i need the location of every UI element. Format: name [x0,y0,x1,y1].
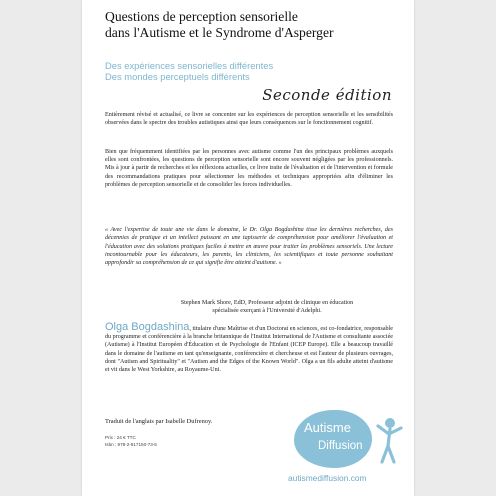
book-back-cover [82,0,414,496]
endorsement-quote: « Avec l'expertise de toute une vie dans le domaine, le Dr. Olga Bogdashina tisse les dernières recherches, des décennies de pratique et un intellect puissant en une tapisserie de compréhension pour améliorer l'évaluation et l'éducation avec des solutions pratiques faciles à mettre en œuvre pour traiter les problèmes sensoriels. Une lecture incontournable pour les éducateurs, les parents, les cliniciens, les scientifiques et toute personne souhaitant approfondir sa compréhension de ce qui signifie être atteint d'autisme. » [105,227,393,267]
title-line-2: dans l'Autisme et le Syndrome d'Asperger [105,25,334,40]
price-label: Prix : 24 € TTC [105,435,136,440]
quote-attribution [142,299,392,315]
logo-word-1: Autisme [304,420,351,435]
title-line-1: Questions de perception sensorielle [105,9,298,24]
book-subtitle [105,60,405,82]
logo-blob-shape [294,410,372,468]
translator-credit: Traduit de l'anglais par Isabelle Dufrenoy. [105,418,213,425]
subtitle-line-2: Des mondes perceptuels différents [105,71,250,82]
description-paragraph-2: Bien que fréquemment identifiées par les personnes avec autisme comme l'un des principaux problèmes auxquels elles sont confrontées, les questions de perception sensorielle sont encore souvent négligées par les professionnels. Mis à jour à partir de recherches et les réflexions actuelles, ce livre traite de l'évaluation et de l'intervention et formule des recommandations pratiques pour sélectionner les méthodes et techniques appropriées afin d'éliminer les problèmes de perception sensorielle et de consolider les forces individuelles. [105,149,393,188]
book-title [105,9,405,41]
author-name: Olga Bogdashina [105,321,190,333]
isbn-label: Isbn : 978-2-917150-73-5 [105,442,157,447]
attribution-line-2: spécialisée exerçant à l'Université d'Adelphi. [212,308,322,315]
subtitle-line-1: Des expériences sensorielles différentes [105,60,274,71]
attribution-line-1: Stephen Mark Shore, EdD, Professeur adjoint de clinique en éducation [180,300,354,306]
author-bio [105,323,393,374]
description-paragraph-1: Entièrement révisé et actualisé, ce livre se concentre sur les expériences de perception sensorielle et les sensibilités observées dans le spectre des troubles autistiques ainsi que leurs conséquences sur le fonctionnement cognitif. [105,112,393,127]
author-bio-text: , titulaire d'une Maîtrise et d'un Doctorat en sciences, est co-fondatrice, responsable du programme et conférencière à la branche britannique de l'Institut International de l'Autisme et consultante associée (Autisme) à l'Institut Européen d'Éducation et de Psychologie de l'Enfant (ICEP Europe). Elle a beaucoup travaillé dans le domaine de l'autisme en tant qu'enseignante, conférencière et chercheuse et est l'auteur de plusieurs ouvrages, dont "Autism and Spirituality" et "Autism and the Edges of the Known World". Olga a un fils adulte atteint d'autisme et vit dans le West Yorkshire, au Royaume-Uni. [105,326,393,374]
publisher-url[interactable]: autismediffusion.com [288,473,367,483]
person-figure-icon [374,416,404,466]
edition-label: Seconde édition [262,86,392,104]
publisher-logo [274,410,404,490]
logo-word-2: Diffusion [318,440,363,452]
